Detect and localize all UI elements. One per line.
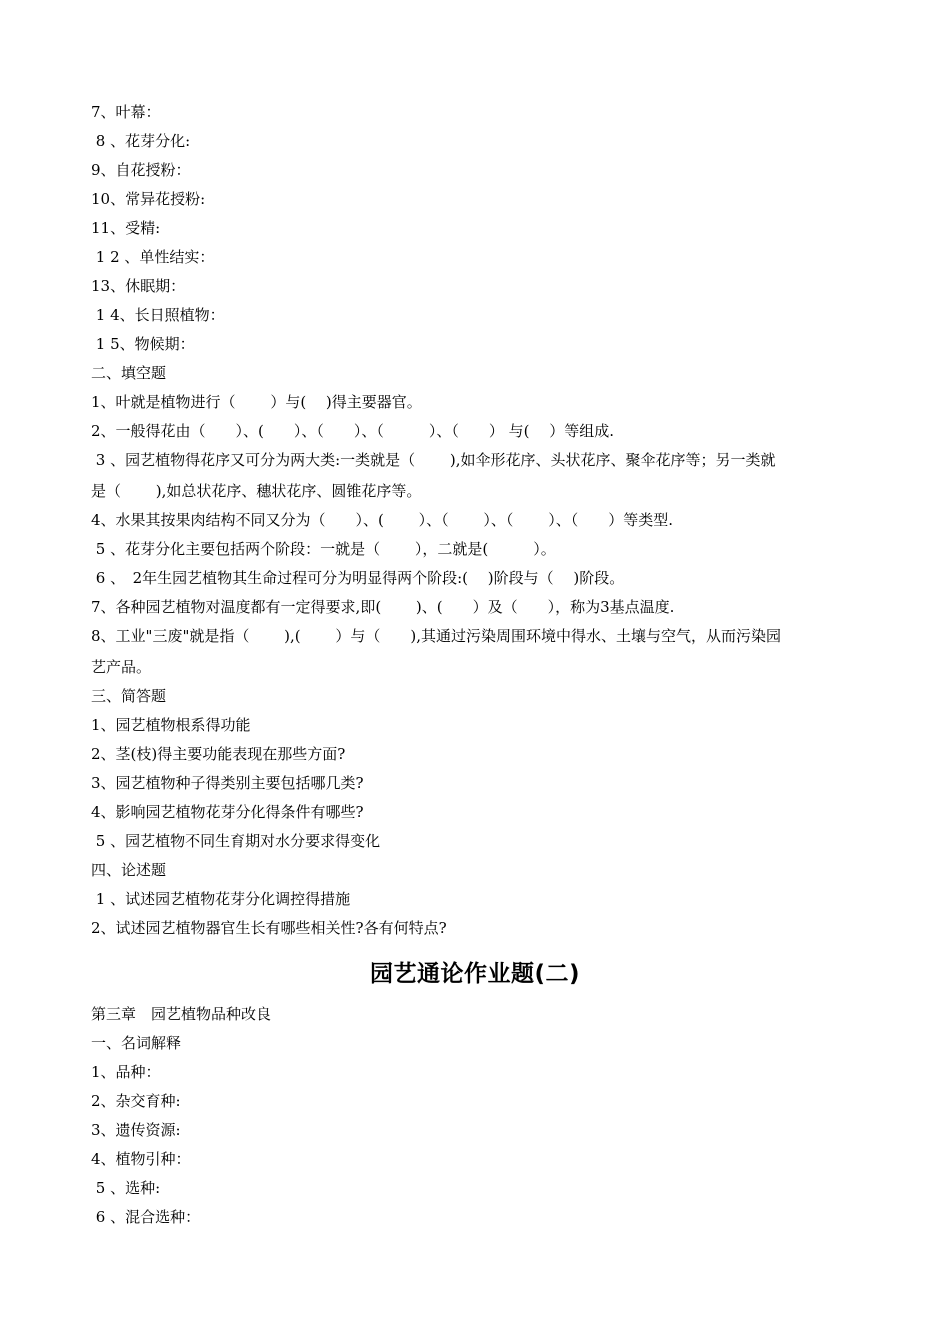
text-line: 8 、花芽分化: — [91, 132, 191, 150]
text-line: 3 、园艺植物得花序又可分为两大类:一类就是（ ),如伞形花序、头状花序、聚伞花序等；另一类就 — [91, 451, 776, 469]
text-line: 是（ ),如总状花序、穗状花序、圆锥花序等。 — [91, 482, 422, 500]
chapter-heading: 第三章 园艺植物品种改良 — [91, 1005, 272, 1023]
text-line: 5 、园艺植物不同生育期对水分要求得变化 — [91, 832, 381, 850]
section-heading: 一、名词解释 — [91, 1034, 182, 1052]
text-line: 4、影响园艺植物花芽分化得条件有哪些? — [91, 803, 364, 821]
text-line: 2、杂交育种: — [91, 1092, 181, 1110]
text-line: 11、受精: — [91, 219, 161, 237]
text-line: 4、植物引种： — [91, 1150, 191, 1168]
section-heading: 二、填空题 — [91, 364, 167, 382]
text-line: 2、一般得花由（ ）、( ）、（ ）、（ ）、（ ） 与( ）等组成. — [91, 422, 615, 440]
text-line: 艺产品。 — [91, 658, 152, 676]
text-line: 3、遗传资源: — [91, 1121, 181, 1139]
text-line: 6 、混合选种： — [91, 1208, 201, 1226]
text-line: 1 5、物候期： — [91, 335, 195, 353]
text-line: 10、常异花授粉: — [91, 190, 206, 208]
text-line: 3、园艺植物种子得类别主要包括哪几类? — [91, 774, 364, 792]
text-line: 7、各种园艺植物对温度都有一定得要求,即( )、( ）及（ ），称为3基点温度. — [91, 598, 675, 616]
page-title: 园艺通论作业题(二) — [369, 961, 581, 987]
text-line: 5 、花芽分化主要包括两个阶段：一就是（ ），二就是( ）。 — [91, 540, 556, 558]
text-line: 2、试述园艺植物器官生长有哪些相关性?各有何特点? — [91, 919, 447, 937]
text-line: 13、休眠期： — [91, 277, 186, 295]
text-line: 1 2 、单性结实： — [91, 248, 215, 266]
text-line: 1、园艺植物根系得功能 — [91, 716, 251, 734]
text-line: 6 、 2年生园艺植物其生命过程可分为明显得两个阶段:( )阶段与（ )阶段。 — [91, 569, 625, 587]
text-line: 5 、选种: — [91, 1179, 161, 1197]
text-line: 1 4、长日照植物： — [91, 306, 225, 324]
section-heading: 四、论述题 — [91, 861, 167, 879]
text-line: 8、工业"三废"就是指（ ),( ）与（ ),其通过污染周围环境中得水、土壤与空气，从而污染园 — [91, 627, 781, 645]
text-line: 1、品种： — [91, 1063, 161, 1081]
text-line: 2、茎(枝)得主要功能表现在那些方面? — [91, 745, 346, 763]
text-line: 9、自花授粉： — [91, 161, 191, 179]
text-line: 7、叶幕： — [91, 103, 161, 121]
section-heading: 三、简答题 — [91, 687, 167, 705]
text-line: 4、水果其按果肉结构不同又分为（ ）、( ）、（ ）、（ ）、（ ）等类型. — [91, 511, 673, 529]
text-line: 1 、试述园艺植物花芽分化调控得措施 — [91, 890, 351, 908]
text-line: 1、叶就是植物进行（ ）与( )得主要器官。 — [91, 393, 422, 411]
